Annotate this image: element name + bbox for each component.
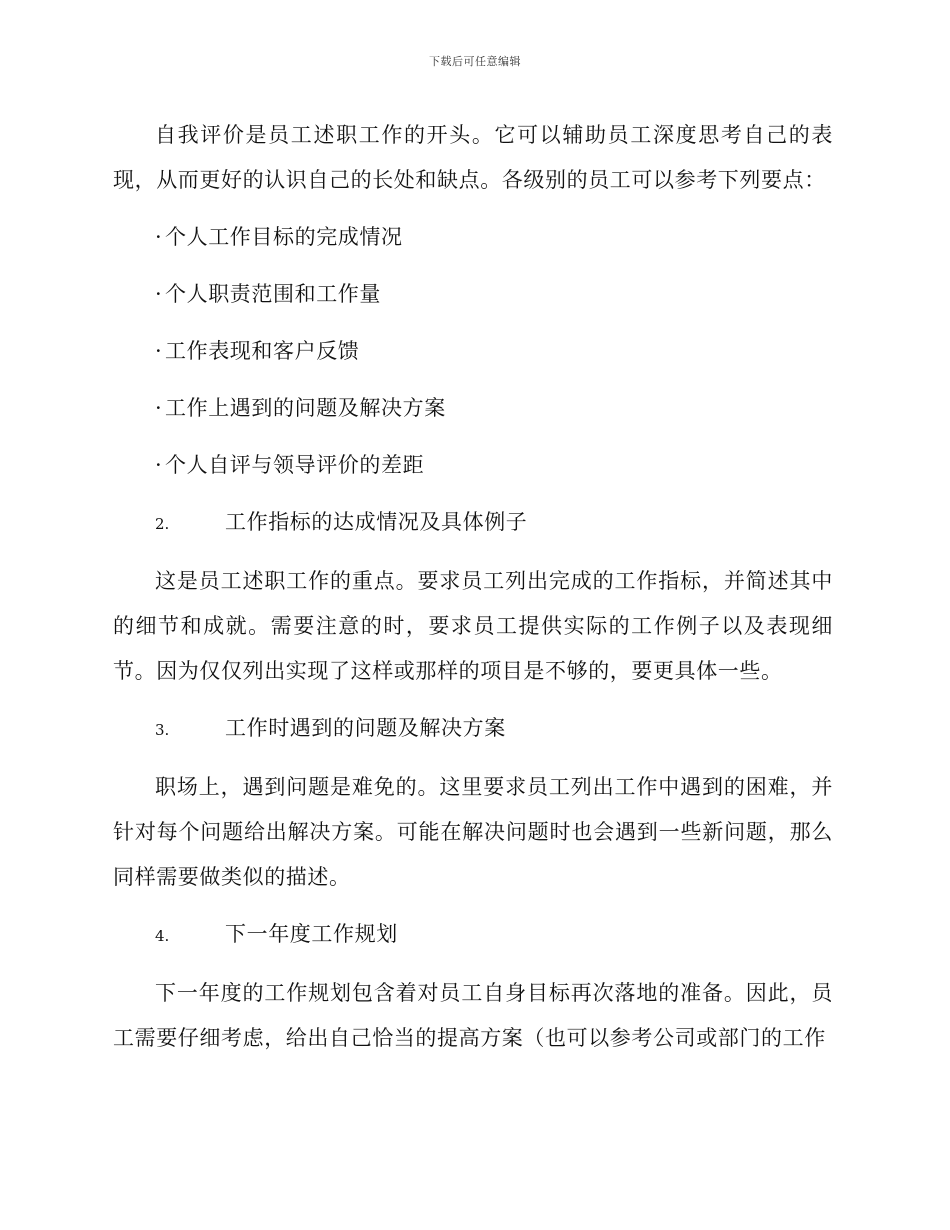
section-paragraph: 下一年度的工作规划包含着对员工自身目标再次落地的准备。因此，员工需要仔细考虑，给出自己恰当的提高方案（也可以参考公司或部门的工作 <box>113 981 833 1050</box>
document-body <box>113 113 833 1073</box>
section-title: 工作时遇到的问题及解决方案 <box>225 716 506 740</box>
bullet-marker: · <box>155 453 163 477</box>
bullet-text: 个人自评与领导评价的差距 <box>165 453 425 477</box>
section-paragraph: 这是员工述职工作的重点。要求员工列出完成的工作指标，并简述其中的细节和成就。需要注意的时，要求员工提供实际的工作例子以及表现细节。因为仅仅列出实现了这样或那样的项目是不够的，要更具体一些。 <box>113 569 833 683</box>
section-number: 3. <box>155 721 170 739</box>
section-heading <box>113 706 833 753</box>
section-title: 工作指标的达成情况及具体例子 <box>225 510 528 534</box>
bullet-marker: · <box>155 282 163 306</box>
bullet-text: 个人工作目标的完成情况 <box>165 225 403 249</box>
bullet-item <box>113 272 833 317</box>
section-title: 下一年度工作规划 <box>225 922 398 946</box>
section-paragraph: 职场上，遇到问题是难免的。这里要求员工列出工作中遇到的困难，并针对每个问题给出解决方案。可能在解决问题时也会遇到一些新问题，那么同样需要做类似的描述。 <box>113 775 833 889</box>
bullet-item <box>113 386 833 431</box>
bullet-text: 工作表现和客户反馈 <box>165 339 360 363</box>
intro-paragraph: 自我评价是员工述职工作的开头。它可以辅助员工深度思考自己的表现，从而更好的认识自己的长处和缺点。各级别的员工可以参考下列要点： <box>113 123 833 192</box>
bullet-text: 工作上遇到的问题及解决方案 <box>165 396 446 420</box>
bullet-item <box>113 329 833 374</box>
section-heading <box>113 912 833 959</box>
section-number: 4. <box>155 927 170 945</box>
bullet-marker: · <box>155 225 163 249</box>
section-number: 2. <box>155 515 170 533</box>
page-header: 下载后可任意编辑 <box>429 55 521 68</box>
bullet-marker: · <box>155 396 163 420</box>
bullet-item <box>113 443 833 488</box>
bullet-marker: · <box>155 339 163 363</box>
bullet-text: 个人职责范围和工作量 <box>165 282 381 306</box>
bullet-item <box>113 215 833 260</box>
section-heading <box>113 500 833 547</box>
